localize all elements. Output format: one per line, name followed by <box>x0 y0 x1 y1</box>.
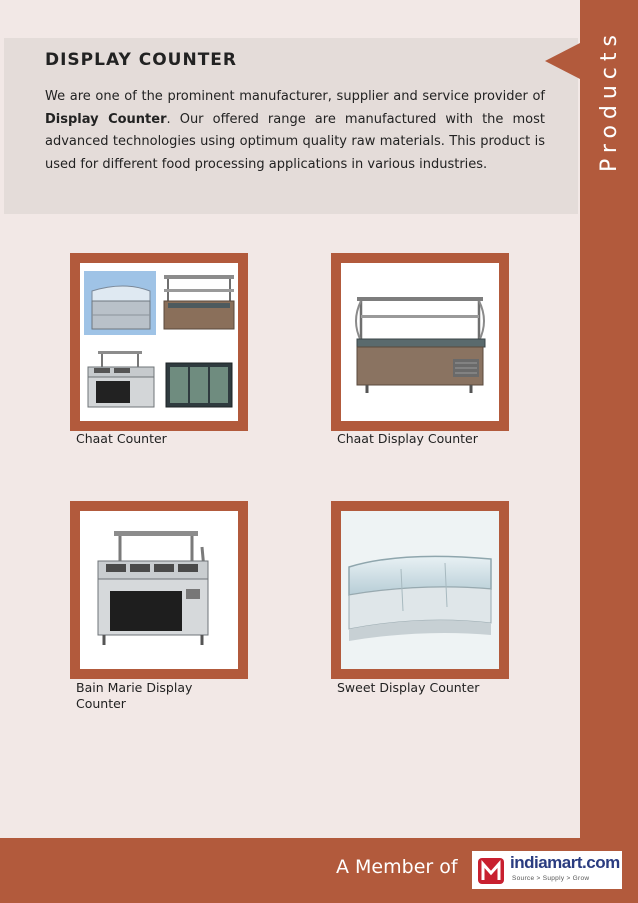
section-description <box>45 86 545 176</box>
display-counter-collage-icon <box>80 263 238 421</box>
footer-member-text: A Member of <box>336 856 458 878</box>
bain-marie-counter-icon <box>80 511 238 669</box>
steel-display-counter-icon <box>341 263 499 421</box>
product-image <box>80 511 238 669</box>
side-tab-label-wrap <box>580 0 638 200</box>
product-card-bain-marie[interactable] <box>70 501 248 679</box>
product-caption-bain-marie: Bain Marie Display Counter <box>76 680 193 711</box>
product-image <box>341 263 499 421</box>
product-card-sweet-display-counter[interactable] <box>331 501 509 679</box>
product-card-chaat-counter[interactable] <box>70 253 248 431</box>
product-caption-chaat-display-counter: Chaat Display Counter <box>337 431 478 446</box>
section-title: DISPLAY COUNTER <box>45 50 237 70</box>
product-card-chaat-display-counter[interactable] <box>331 253 509 431</box>
indiamart-logo-text: indiamart.com <box>510 853 620 872</box>
intro-arrow <box>545 43 580 79</box>
indiamart-m-icon <box>476 854 506 886</box>
product-image <box>80 263 238 421</box>
product-caption-sweet-display-counter: Sweet Display Counter <box>337 680 480 695</box>
indiamart-logo-tagline: Source > Supply > Grow <box>512 875 590 882</box>
curved-glass-counter-icon <box>341 511 499 669</box>
description-text-2: . Our offered range are manufactured with the most advanced technologies using optimum quality raw materials. This product is used for different food processing applications in various industries. <box>45 111 545 172</box>
side-tab-label: Products <box>596 28 622 172</box>
description-text-1: We are one of the prominent manufacturer, supplier and service provider of <box>45 89 545 104</box>
product-caption-chaat-counter: Chaat Counter <box>76 431 167 446</box>
product-image <box>341 511 499 669</box>
description-highlight: Display Counter <box>45 111 167 127</box>
